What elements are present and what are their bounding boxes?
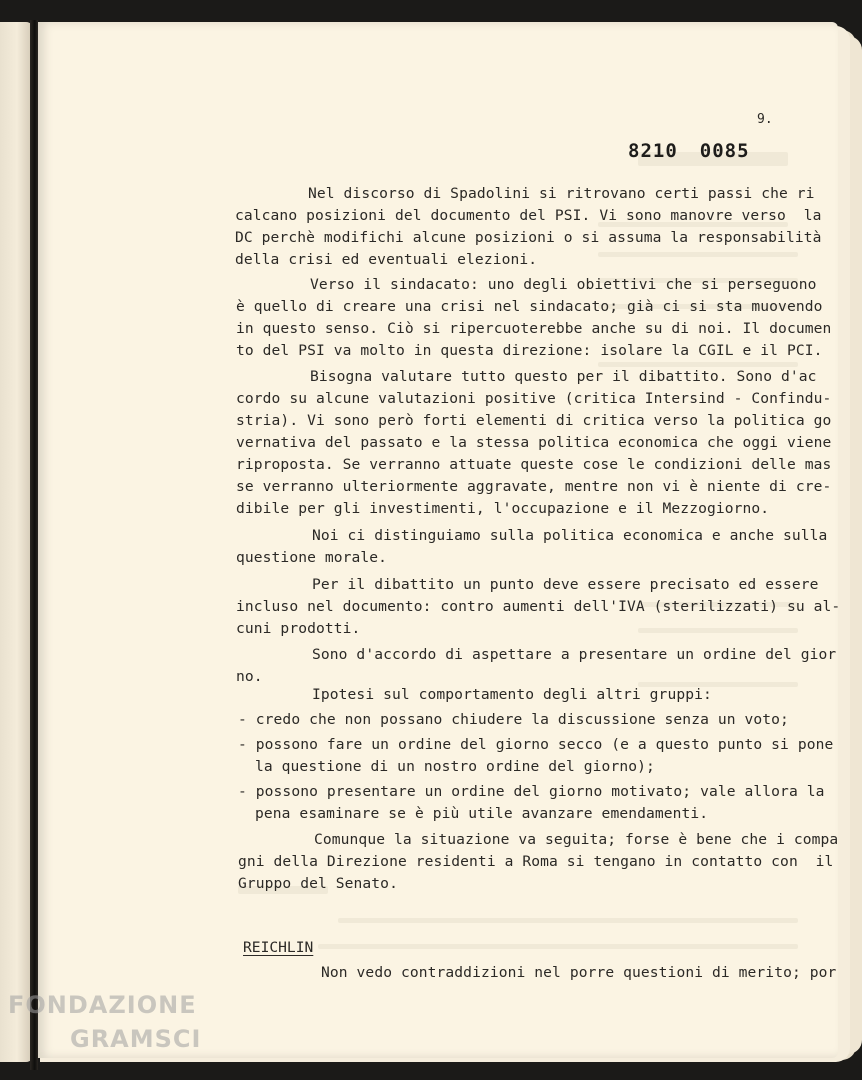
text-line: Gruppo del Senato. — [238, 875, 398, 892]
text-line: - possono presentare un ordine del giorno motivato; vale allora la — [238, 783, 825, 800]
archive-stamp-left: 8210 — [628, 140, 678, 162]
text-line: cordo su alcune valutazioni positive (critica Intersind - Confindu- — [236, 390, 832, 407]
page-number: 9. — [757, 112, 773, 127]
text-line: Per il dibattito un punto deve essere precisato ed essere — [312, 576, 819, 593]
text-line: è quello di creare una crisi nel sindacato; già ci si sta muovendo — [236, 298, 823, 315]
watermark-line-1: FONDAZIONE — [8, 991, 197, 1019]
text-line: - possono fare un ordine del giorno secco (e a questo punto si pone — [238, 736, 834, 753]
text-line: to del PSI va molto in questa direzione: isolare la CGIL e il PCI. — [236, 342, 823, 359]
text-line: Ipotesi sul comportamento degli altri gruppi: — [312, 686, 712, 703]
text-line: la questione di un nostro ordine del giorno); — [255, 758, 655, 775]
text-line: pena esaminare se è più utile avanzare emendamenti. — [255, 805, 709, 822]
text-line: della crisi ed eventuali elezioni. — [235, 251, 538, 268]
text-line: Sono d'accordo di aspettare a presentare un ordine del gior — [312, 646, 837, 663]
text-line: gni della Direzione residenti a Roma si tengano in contatto con il — [238, 853, 834, 870]
watermark-logo — [8, 988, 201, 1056]
text-line: stria). Vi sono però forti elementi di critica verso la politica go — [236, 412, 832, 429]
text-line: no. — [236, 668, 263, 685]
text-line: Comunque la situazione va seguita; forse è bene che i compa — [314, 831, 839, 848]
watermark-line-2: GRAMSCI — [70, 1025, 202, 1053]
text-line: cuni prodotti. — [236, 620, 361, 637]
archive-stamp-right: 0085 — [699, 140, 750, 162]
text-line: riproposta. Se verranno attuate queste cose le condizioni delle mas — [236, 456, 832, 473]
text-line: Bisogna valutare tutto questo per il dibattito. Sono d'ac — [310, 368, 817, 385]
archive-stamp — [628, 140, 750, 162]
text-line: incluso nel documento: contro aumenti dell'IVA (sterilizzati) su al- — [236, 598, 841, 615]
text-line: - credo che non possano chiudere la discussione senza un voto; — [238, 711, 789, 728]
previous-page-edge — [0, 22, 34, 1062]
document-page — [38, 22, 841, 1058]
text-line: in questo senso. Ciò si ripercuoterebbe anche su di noi. Il documen — [236, 320, 832, 337]
text-line: dibile per gli investimenti, l'occupazione e il Mezzogiorno. — [236, 500, 770, 517]
text-line: calcano posizioni del documento del PSI. Vi sono manovre verso la — [235, 207, 822, 224]
text-line: questione morale. — [236, 549, 388, 566]
text-line: se verranno ulteriormente aggravate, mentre non vi è niente di cre- — [236, 478, 832, 495]
text-line: Non vedo contraddizioni nel porre questioni di merito; por — [321, 964, 837, 981]
text-line: vernativa del passato e la stessa politica economica che oggi viene — [236, 434, 832, 451]
text-line: Nel discorso di Spadolini si ritrovano certi passi che ri — [308, 185, 815, 202]
text-line: Noi ci distinguiamo sulla politica economica e anche sulla — [312, 527, 828, 544]
speaker-heading: REICHLIN — [243, 939, 314, 956]
text-line: DC perchè modifichi alcune posizioni o si assuma la responsabilità — [235, 229, 822, 246]
book-gutter — [30, 20, 38, 1070]
text-line: Verso il sindacato: uno degli obiettivi che si perseguono — [310, 276, 817, 293]
